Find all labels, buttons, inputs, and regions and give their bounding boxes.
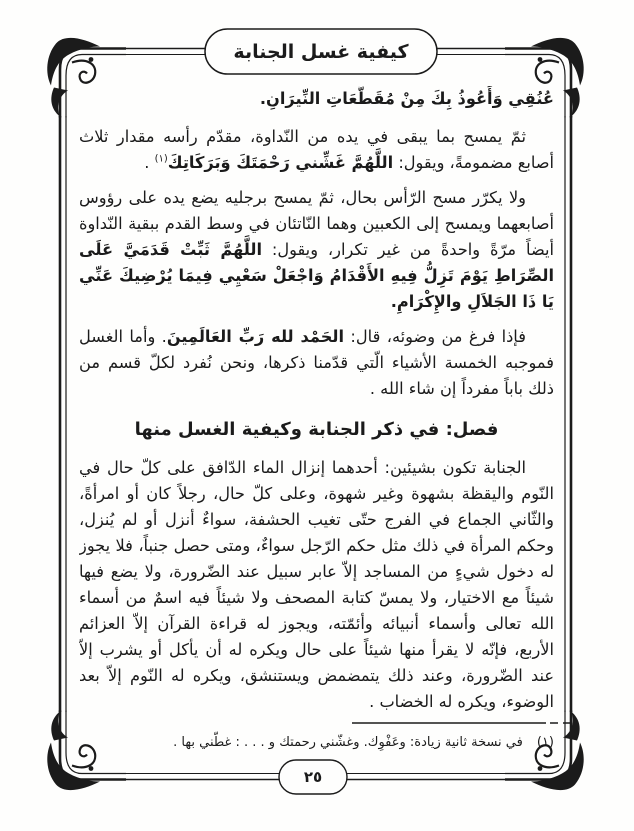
footnote bbox=[79, 733, 554, 753]
body-text: فإذا فرغ من وضوئه، قال: bbox=[344, 327, 526, 346]
body-text: . وأما الغسل فموجبه الخمسة الأشياء الّتي قدّمنا ذكرها، ونحن نُفرد لكلّ قسم من ذلك باباً مفرداً إن شاء الله . bbox=[79, 327, 554, 398]
dua-text: الحَمْد لله رَبِّ العَالَمِينَ bbox=[166, 327, 345, 346]
body-text: . bbox=[144, 153, 155, 172]
page-number: ٢٥ bbox=[303, 768, 323, 786]
dua-text: اللَّهُمَّ غَشِّني رَحْمَتَكَ وَبَرَكَاتِكَ bbox=[167, 153, 394, 172]
paragraph bbox=[79, 455, 554, 715]
footnote-text: في نسخة ثانية زيادة: وعَفْوِك. وغشّني رحمتك و . . . : غطّني بها . bbox=[173, 735, 523, 750]
dua-text: اللَّهُمَّ ثَبِّتْ قَدَمَيَّ عَلَى الصِّرَاطِ يَوْمَ تَزِلُّ فِيهِ الأَقْدَامُ وَاجْعَلْ سَعْيِي فِيمَا يُرْضِيكَ عَنِّي يَا ذَا الجَلاَلِ والإِكْرَامِ. bbox=[79, 240, 554, 311]
paragraph bbox=[79, 124, 554, 176]
body-text: الجنابة تكون بشيئين: أحدهما إنزال الماء الدّافق على كلّ حال في النّوم واليقظة بشهوة وغير شهوة، وعلى كلّ حال، رجلاً كان أو امرأةً، والثّاني الجماع في الفرج حتّى تغيب الحشفة، سواءٌ أنزل أو لم يُنزل، وحكم المرأة في ذلك مثل حكم الرّجل سواءٌ، ومتى حصل جنباً، فلا يجوز له دخول شيءٍ من المساجد إلاّ عابر سبيل عند الضّرورة، ولا يضع فيها شيئاً مع الاختيار، ولا يمسّ كتابة المصحف ولا شيئاً فيه اسمٌ من أسماء الله تعالى وأسماء أنبيائه وأئمّته، ويجوز له قراءة القرآن إلاّ العزائم الأربع، فإنّه لا يقرأ منها شيئاً على حال ويكره له أن يأكل أو يشرب إلاّ عند الضّرورة، وعند ذلك يتمضمض ويستنشق، ويكره له النّوم إلاّ بعد الوضوء، ويكره له الخضاب . bbox=[79, 458, 554, 711]
footnote-marker: (١) bbox=[536, 735, 554, 750]
chapter-title: كيفية غسل الجنابة bbox=[233, 40, 409, 63]
footnote-reference: (١) bbox=[154, 153, 168, 165]
dua-text: عُنُقِي وَأَعُوذُ بِكَ مِنْ مُقَطَّعَاتِ النِّيرَانِ. bbox=[259, 89, 554, 108]
opening-dua-line bbox=[79, 86, 554, 112]
paragraph bbox=[79, 185, 554, 315]
section-heading: فصل: في ذكر الجنابة وكيفية الغسل منها bbox=[134, 419, 499, 440]
paragraph bbox=[79, 324, 554, 402]
body-text: ثمّ يمسح بما يبقى في يده من النّداوة، مقدّم رأسه مقدار ثلاث أصابع مضمومةً، ويقول: bbox=[79, 127, 554, 172]
body-text-column bbox=[79, 86, 554, 718]
body-text: ولا يكرّر مسح الرّأس بحال، ثمّ يمسح برجليه يضع يده على رؤوس أصابعهما ويمسح إلى الكعبين وهما النّاتئان في وسط القدم ببقية النّداوة أيضاً مرّةً واحدةً من غير تكرار، ويقول: bbox=[79, 188, 554, 259]
